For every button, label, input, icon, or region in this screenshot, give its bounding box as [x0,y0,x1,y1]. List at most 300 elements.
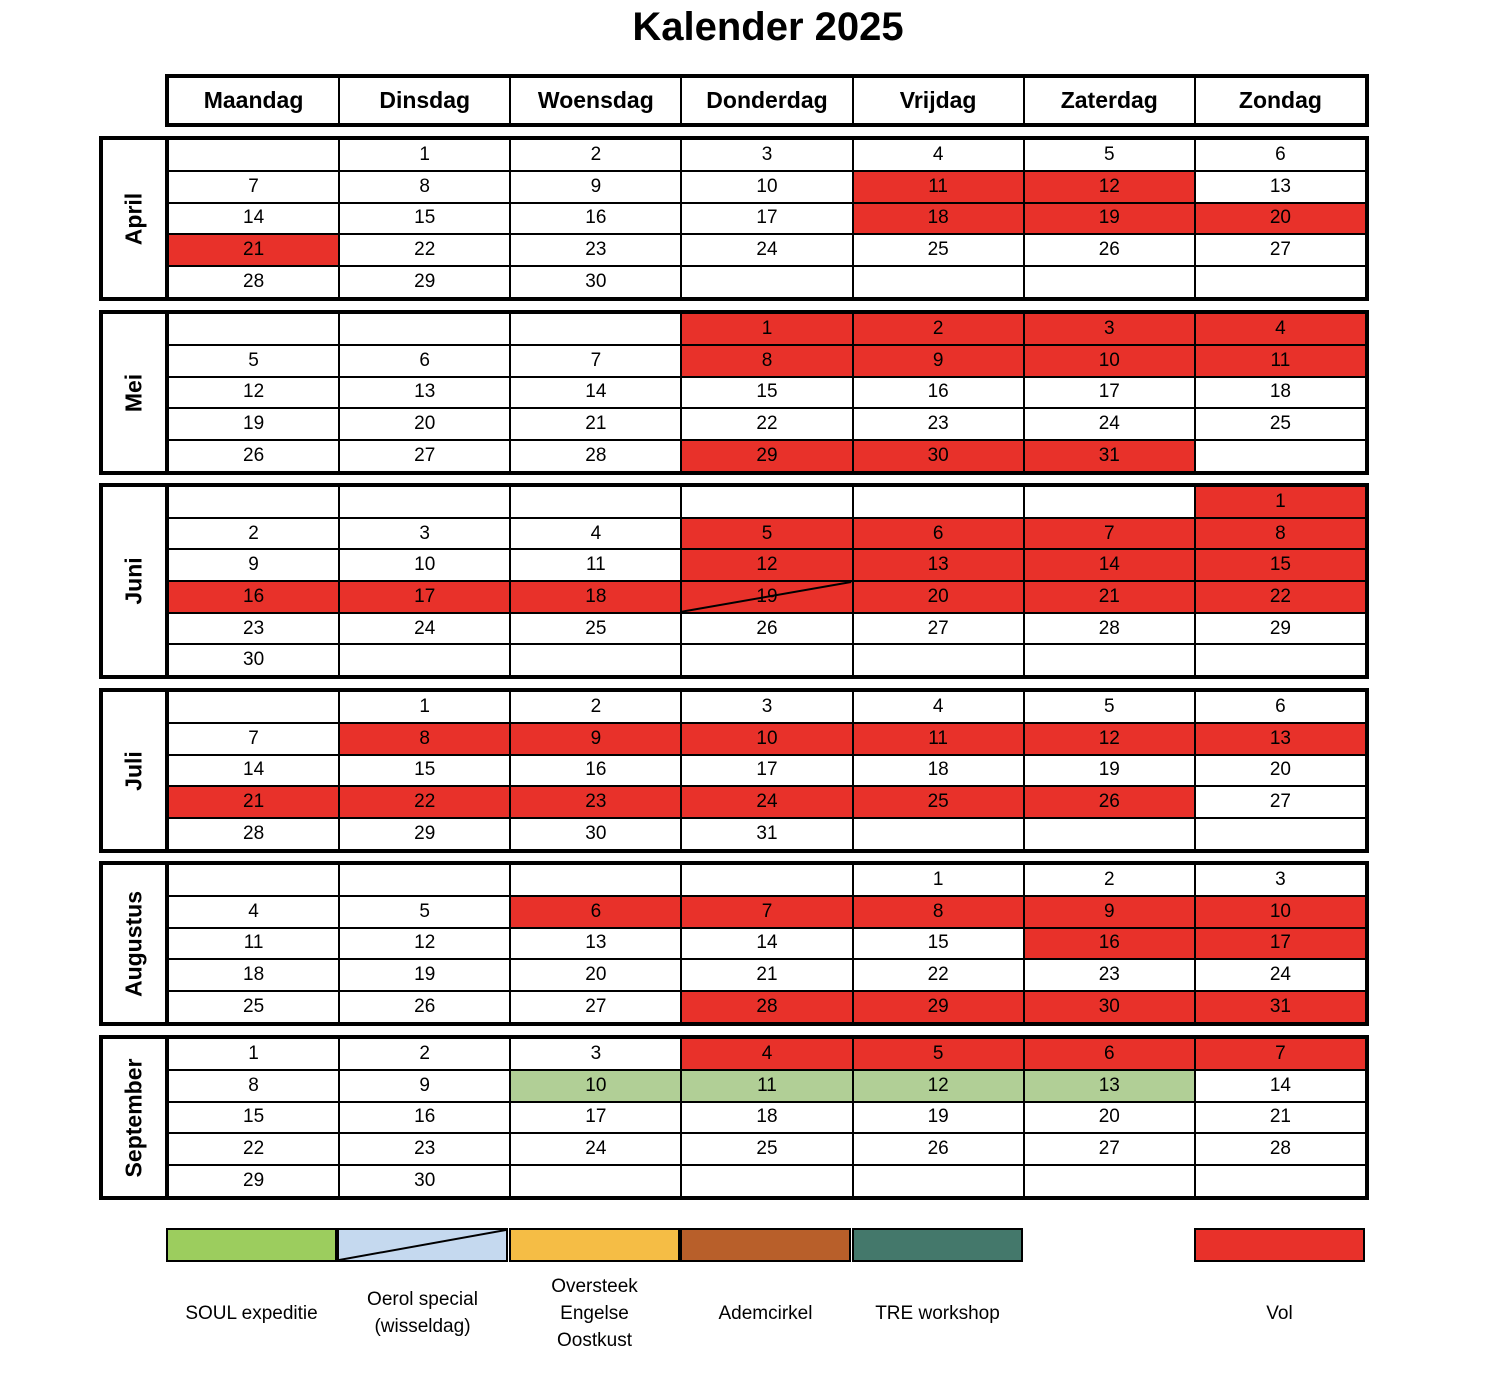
day-cell [1023,819,1194,849]
day-cell [680,1134,851,1164]
day-cell [1023,582,1194,612]
legend-diagonal-line [339,1230,506,1260]
day-cell [338,929,509,959]
day-number: 18 [756,1106,778,1128]
day-number: 12 [1098,727,1120,749]
day-cell [852,724,1023,754]
week-row [169,407,1365,439]
day-cell [680,756,851,786]
day-number: 23 [927,413,949,435]
day-number: 2 [1103,868,1115,890]
day-cell [1194,645,1365,675]
day-cell [1023,724,1194,754]
day-cell [1194,692,1365,722]
day-cell [1194,140,1365,170]
day-number: 28 [585,445,607,467]
day-cell [680,441,851,471]
day-cell [509,819,680,849]
day-cell [1194,1103,1365,1133]
day-cell [680,582,851,612]
day-number: 31 [756,823,778,845]
legend-label-soul: SOUL expeditie [185,1302,318,1324]
day-number: 21 [585,413,607,435]
day-cell [509,235,680,265]
day-cell [852,929,1023,959]
day-cell [509,992,680,1022]
day-cell [509,692,680,722]
week-row [169,1069,1365,1101]
month-block-mei [99,310,1369,475]
day-cell [680,819,851,849]
day-cell [169,378,338,408]
day-cell [1194,409,1365,439]
day-number: 29 [927,996,949,1018]
day-cell [1023,865,1194,895]
day-number: 4 [590,522,602,544]
day-cell [1194,582,1365,612]
day-number: 24 [585,1138,607,1160]
day-cell [1194,614,1365,644]
day-cell [169,487,338,517]
day-number: 29 [1269,617,1291,639]
day-cell [1023,1039,1194,1069]
day-number: 10 [1098,349,1120,371]
day-cell [509,960,680,990]
week-row [169,1101,1365,1133]
day-cell [169,267,338,297]
day-cell [169,614,338,644]
month-label [103,314,169,471]
day-cell [1023,409,1194,439]
day-cell [169,1071,338,1101]
legend-swatch-ademcirkel [680,1228,851,1262]
day-cell [1023,787,1194,817]
day-cell [680,140,851,170]
day-cell [169,929,338,959]
day-cell [169,550,338,580]
day-cell [852,645,1023,675]
day-cell [338,204,509,234]
day-cell [169,787,338,817]
day-number: 27 [585,996,607,1018]
day-cell [169,582,338,612]
day-cell [338,519,509,549]
day-number: 16 [243,585,265,607]
day-number: 16 [927,381,949,403]
week-row [169,754,1365,786]
month-block-juni [99,483,1369,679]
day-cell [338,1103,509,1133]
day-cell [169,204,338,234]
day-number: 30 [927,445,949,467]
day-number: 30 [414,1170,436,1192]
day-number: 26 [927,1138,949,1160]
day-number: 28 [756,996,778,1018]
month-name: April [120,192,147,245]
day-cell [1023,645,1194,675]
day-cell [1023,960,1194,990]
day-cell [1194,487,1365,517]
day-number: 17 [1098,381,1120,403]
day-number: 14 [756,932,778,954]
day-number: 5 [1103,143,1115,165]
day-number: 20 [1269,207,1291,229]
month-label [103,865,169,1022]
day-cell [852,614,1023,644]
weekday-maandag: Maandag [203,87,304,113]
day-cell [852,314,1023,344]
day-cell [852,1103,1023,1133]
day-cell [680,1166,851,1196]
day-number: 3 [1103,317,1115,339]
day-cell [680,1039,851,1069]
legend-swatch-tre [852,1228,1023,1262]
day-cell [852,140,1023,170]
day-number: 1 [419,143,430,165]
day-cell [169,897,338,927]
day-number: 10 [414,554,436,576]
day-number: 11 [928,727,948,749]
day-cell [509,614,680,644]
day-number: 3 [761,695,773,717]
day-number: 16 [1098,932,1120,954]
day-number: 22 [414,791,436,813]
week-row [169,895,1365,927]
day-number: 2 [590,695,602,717]
day-number: 21 [243,239,265,261]
day-cell [338,441,509,471]
day-number: 30 [585,271,607,293]
day-number: 10 [756,175,778,197]
day-number: 26 [756,617,778,639]
day-cell [852,756,1023,786]
day-cell [1023,204,1194,234]
day-number: 17 [585,1106,607,1128]
day-cell [1023,140,1194,170]
week-row [169,1164,1365,1196]
day-number: 28 [243,271,265,293]
week-row [169,344,1365,376]
day-number: 19 [756,585,778,607]
day-number: 11 [1270,349,1291,371]
day-number: 20 [414,413,436,435]
month-label [103,692,169,849]
month-block-augustus [99,861,1369,1026]
day-number: 24 [756,791,778,813]
day-number: 4 [248,900,259,922]
day-number: 17 [756,759,778,781]
day-cell [852,519,1023,549]
day-number: 15 [414,759,436,781]
day-number: 18 [243,964,265,986]
week-row [169,202,1365,234]
day-cell [1023,441,1194,471]
week-row [169,233,1365,265]
day-cell [680,204,851,234]
day-number: 16 [585,759,607,781]
day-cell [169,409,338,439]
day-cell [680,960,851,990]
day-cell [852,992,1023,1022]
day-cell [509,140,680,170]
week-row [169,314,1365,344]
day-number: 31 [1098,445,1120,467]
day-number: 2 [419,1042,430,1064]
legend-label-oerol: Oerol special (wisseldag) [367,1289,478,1337]
week-row [169,817,1365,849]
day-number: 6 [1275,143,1286,165]
day-cell [680,1071,851,1101]
day-cell [680,992,851,1022]
day-cell [509,409,680,439]
day-number: 5 [932,1042,944,1064]
day-cell [1194,819,1365,849]
day-cell [852,550,1023,580]
day-cell [169,865,338,895]
day-cell [1194,378,1365,408]
day-number: 15 [927,932,949,954]
day-number: 7 [1275,1042,1286,1064]
day-number: 7 [761,900,773,922]
legend-label-vol: Vol [1266,1302,1293,1324]
day-number: 18 [585,585,607,607]
day-cell [852,1039,1023,1069]
day-number: 1 [419,695,430,717]
legend-swatch-oerol [337,1228,508,1262]
day-number: 20 [927,585,949,607]
day-number: 13 [927,554,949,576]
day-cell [1023,992,1194,1022]
day-cell [1194,992,1365,1022]
day-cell [338,787,509,817]
week-row [169,785,1365,817]
day-cell [680,614,851,644]
month-name: Augustus [120,890,147,997]
day-cell [1194,267,1365,297]
day-number: 15 [243,1106,265,1128]
day-number: 22 [756,413,778,435]
day-cell [1194,204,1365,234]
day-number: 6 [590,900,602,922]
month-name: Juni [120,557,147,605]
day-cell [1023,378,1194,408]
day-cell [509,645,680,675]
day-cell [1194,1039,1365,1069]
month-label [103,140,169,297]
day-number: 19 [414,964,436,986]
day-cell [1023,1166,1194,1196]
day-cell [852,582,1023,612]
day-number: 28 [243,823,265,845]
month-name: Mei [120,373,147,412]
legend [166,1228,1370,1262]
day-number: 23 [414,1138,436,1160]
day-number: 28 [1098,617,1120,639]
day-cell [338,140,509,170]
day-number: 22 [927,964,949,986]
day-cell [852,204,1023,234]
day-cell [1194,441,1365,471]
day-number: 30 [1098,996,1120,1018]
day-cell [169,819,338,849]
week-row [169,140,1365,170]
day-number: 17 [756,207,778,229]
month-name: Juli [120,750,147,791]
day-cell [509,172,680,202]
day-cell [338,172,509,202]
day-number: 25 [585,617,607,639]
day-cell [509,865,680,895]
day-number: 20 [585,964,607,986]
day-cell [338,1166,509,1196]
day-cell [852,1134,1023,1164]
day-cell [1023,314,1194,344]
day-cell [1023,550,1194,580]
week-row [169,265,1365,297]
day-cell [509,582,680,612]
day-number: 25 [927,239,949,261]
day-cell [1194,314,1365,344]
day-number: 11 [757,1074,777,1096]
day-number: 15 [1269,554,1291,576]
day-cell [1023,519,1194,549]
day-number: 14 [585,381,607,403]
day-number: 23 [585,791,607,813]
day-number: 9 [419,1074,430,1096]
day-number: 19 [1098,207,1120,229]
day-cell [1023,692,1194,722]
day-cell [1194,724,1365,754]
day-cell [169,172,338,202]
weekday-header [165,74,1369,127]
day-number: 6 [1103,1042,1115,1064]
day-cell [338,487,509,517]
day-cell [680,550,851,580]
day-number: 7 [248,175,259,197]
day-cell [852,235,1023,265]
day-number: 27 [1269,791,1291,813]
day-cell [338,346,509,376]
day-cell [680,787,851,817]
day-number: 3 [419,522,430,544]
day-cell [852,960,1023,990]
day-cell [338,1134,509,1164]
day-cell [1023,614,1194,644]
day-cell [1194,346,1365,376]
day-number: 18 [1269,381,1291,403]
day-number: 12 [756,554,778,576]
day-cell [852,787,1023,817]
day-number: 7 [590,349,602,371]
day-cell [680,897,851,927]
day-number: 18 [927,759,949,781]
day-cell [338,645,509,675]
day-number: 4 [932,143,944,165]
calendar-title: Kalender 2025 [632,5,904,49]
day-cell [509,897,680,927]
month-grid [169,314,1365,471]
day-cell [680,724,851,754]
month-label [103,1039,169,1196]
day-cell [509,929,680,959]
day-number: 14 [243,759,265,781]
day-cell [169,140,338,170]
day-cell [1194,1071,1365,1101]
day-number: 13 [585,932,607,954]
day-number: 15 [756,381,778,403]
day-cell [509,314,680,344]
weekday-dinsdag: Dinsdag [338,78,509,123]
day-number: 31 [1269,996,1291,1018]
day-cell [169,235,338,265]
month-name: September [120,1058,147,1177]
day-number: 5 [419,900,430,922]
day-cell [169,1166,338,1196]
day-number: 21 [243,791,265,813]
day-cell [680,235,851,265]
day-number: 15 [414,207,436,229]
day-cell [1023,1134,1194,1164]
day-number: 10 [585,1074,607,1096]
day-cell [509,441,680,471]
day-cell [1023,897,1194,927]
day-cell [1023,267,1194,297]
day-number: 6 [1275,695,1286,717]
legend-label-oversteek: Oversteek Engelse Oostkust [551,1275,638,1351]
day-number: 2 [590,143,602,165]
day-cell [169,724,338,754]
day-cell [509,346,680,376]
day-number: 11 [585,554,606,576]
day-cell [338,235,509,265]
day-cell [1194,960,1365,990]
day-cell [680,645,851,675]
day-number: 5 [761,522,773,544]
day-cell [509,1039,680,1069]
day-number: 16 [414,1106,436,1128]
weekday-donderdag: Donderdag [680,78,851,123]
legend-swatch-soul [166,1228,337,1262]
day-cell [509,487,680,517]
day-number: 20 [1269,759,1291,781]
day-number: 23 [585,239,607,261]
day-number: 13 [1269,175,1291,197]
day-number: 1 [761,317,773,339]
day-number: 25 [1269,413,1291,435]
day-cell [1023,756,1194,786]
day-cell [1194,235,1365,265]
day-number: 30 [243,649,265,671]
weekday-zaterdag: Zaterdag [1023,78,1194,123]
day-cell [680,1103,851,1133]
day-number: 8 [419,727,430,749]
day-cell [852,172,1023,202]
week-row [169,517,1365,549]
week-row [169,580,1365,612]
day-cell [338,614,509,644]
day-cell [1194,1166,1365,1196]
day-cell [169,1039,338,1069]
day-number: 19 [1098,759,1120,781]
day-cell [1194,929,1365,959]
day-number: 25 [927,791,949,813]
day-cell [1194,1134,1365,1164]
day-number: 17 [414,585,436,607]
day-number: 8 [248,1074,259,1096]
week-row [169,548,1365,580]
day-cell [852,409,1023,439]
day-cell [852,819,1023,849]
